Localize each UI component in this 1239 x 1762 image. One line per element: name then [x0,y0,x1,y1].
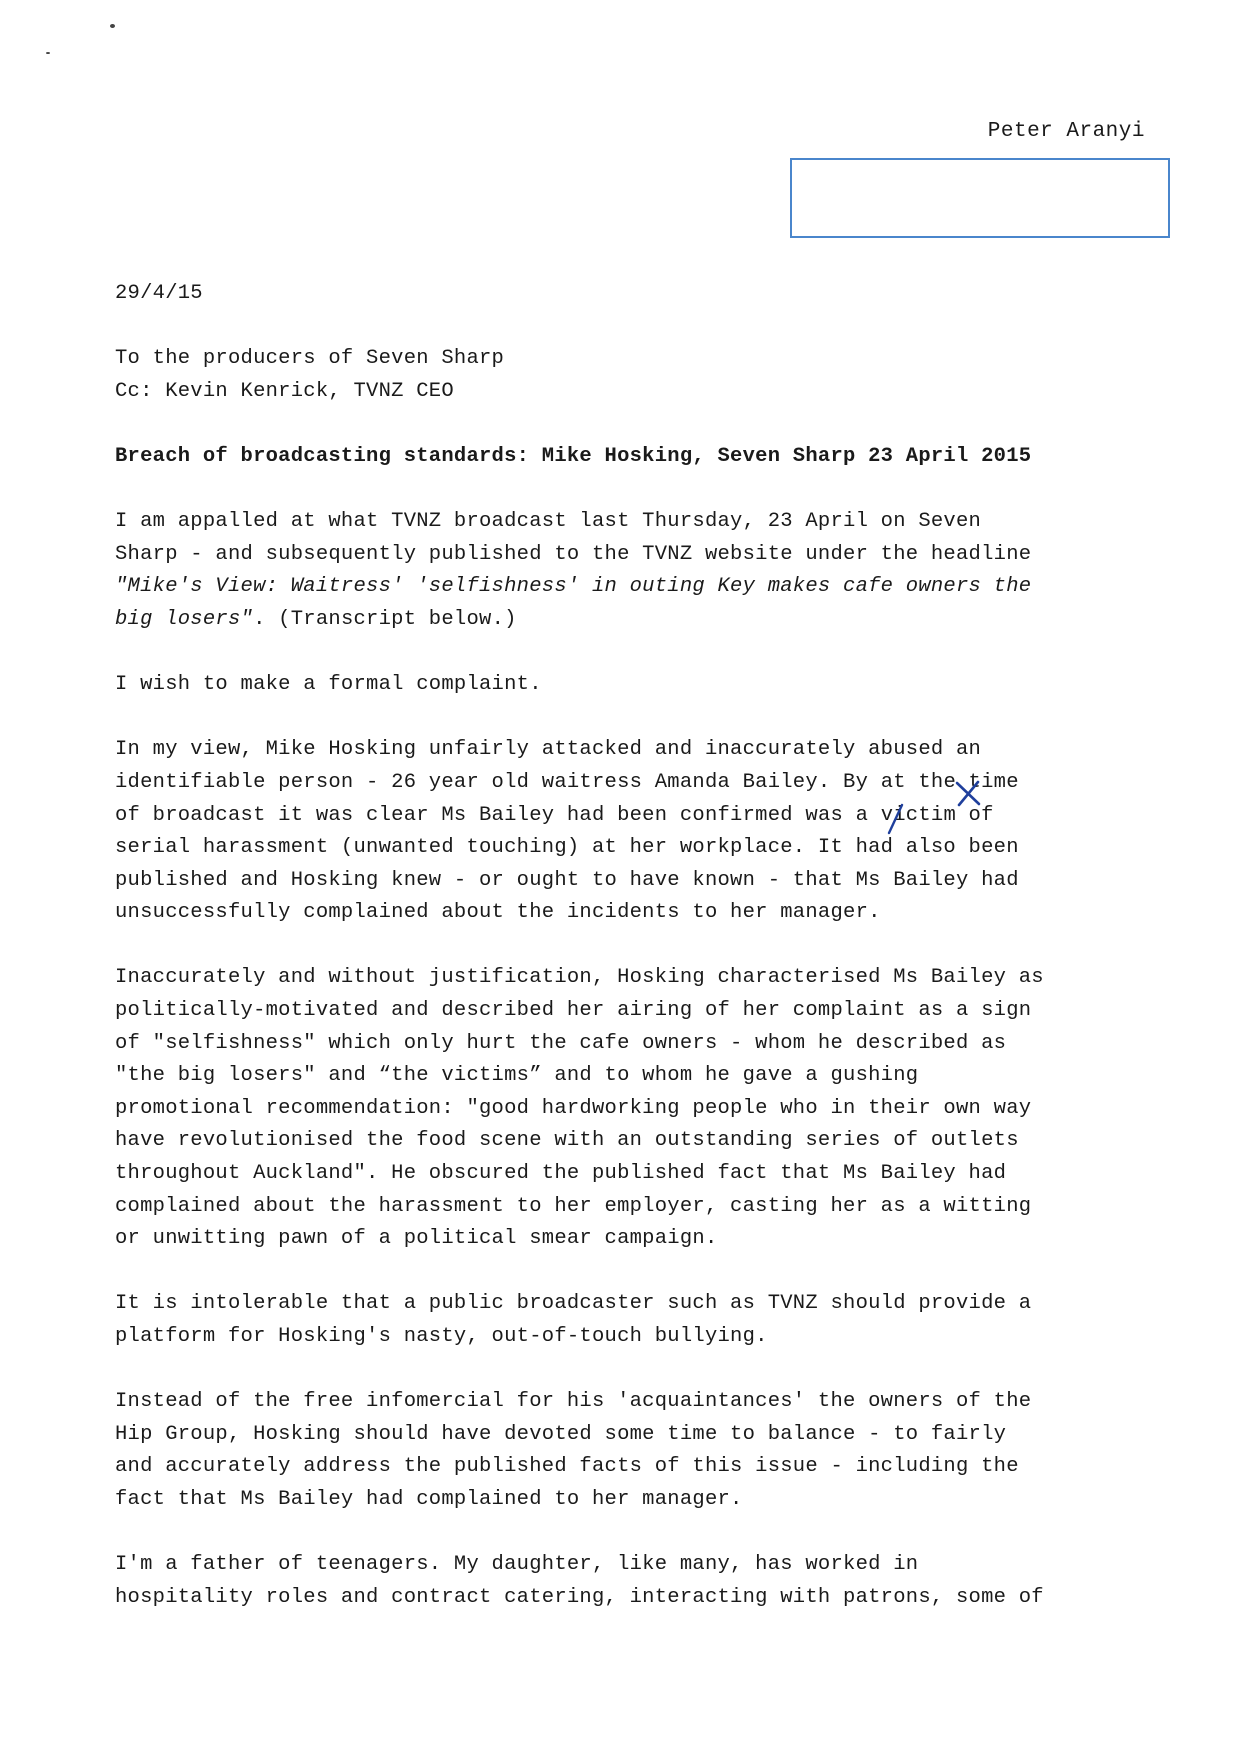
paragraph-2 [115,669,1145,702]
text-line: Sharp - and subsequently published to the TVNZ website under the headline [115,542,1032,566]
scan-speck [110,24,115,28]
paragraph-7 [115,1549,1145,1614]
struck-letter: w [805,803,818,827]
pen-strike-cross [953,778,983,808]
letter-body [115,278,1145,1647]
text-line: have revolutionised the food scene with an outstanding series of outlets [115,1129,1019,1153]
text-line: platform for Hosking's nasty, out-of-touch bullying. [115,1325,768,1348]
recipient-cc: Cc: Kevin Kenrick, TVNZ CEO [115,379,454,403]
struck-word: at [880,770,906,794]
scan-speck [46,52,50,54]
text-fragment: the time [905,770,1019,794]
text-line: Hip Group, Hosking should have devoted some time to balance - to fairly [115,1422,1007,1446]
redacted-address-box [790,158,1170,238]
subject-line: Breach of broadcasting standards: Mike Hosking, Seven Sharp 23 April 2015 [115,444,1032,468]
text-line: or unwitting pawn of a political smear campaign. [115,1227,718,1251]
text-line: fact that Ms Bailey had complained to her manager. [115,1487,743,1511]
text-line: throughout Auckland". He obscured the published fact that Ms Bailey had [115,1162,1007,1186]
text-line: politically-motivated and described her airing of her complaint as a sign [115,999,1032,1023]
text-line: complained about the harassment to her employer, casting her as a witting [115,1194,1032,1218]
text-fragment: . (Transcript below.) [253,607,517,631]
text-line: "the big losers" and “the victims” and to whom he gave a gushing [115,1064,919,1088]
text-line: It is intolerable that a public broadcaster such as TVNZ should provide a [115,1292,1032,1316]
text-line: serial harassment (unwanted touching) at her workplace. It had also been [115,836,1019,860]
recipients [115,343,1145,408]
paragraph-4 [115,962,1145,1255]
text-line: published and Hosking knew - or ought to have known - that Ms Bailey had [115,868,1019,892]
headline-quote: "Mike's View: Waitress' 'selfishness' in outing Key makes cafe owners the [115,575,1032,599]
text-line: of "selfishness" which only hurt the cafe owners - whom he described as [115,1031,1007,1055]
text-line: unsuccessfully complained about the incidents to her manager. [115,901,881,925]
text-line: promotional recommendation: "good hardworking people who in their own way [115,1096,1032,1120]
text-line: Instead of the free infomercial for his 'acquaintances' the owners of the [115,1390,1032,1414]
paragraph-6 [115,1386,1145,1516]
text-fragment: identifiable person - 26 year old waitress Amanda Bailey. By [115,770,881,794]
letter-date: 29/4/15 [115,282,203,305]
headline-quote-end: big losers" [115,607,254,631]
paragraph-1 [115,506,1145,636]
paragraph-3 [115,734,1145,930]
text-line: I wish to make a formal complaint. [115,673,542,697]
text-line: hospitality roles and contract catering, interacting with patrons, some of [115,1585,1044,1609]
text-fragment: as a victim of [817,803,994,827]
text-line: I'm a father of teenagers. My daughter, like many, has worked in [115,1553,919,1577]
sender-name: Peter Aranyi [987,120,1145,143]
text-line: I am appalled at what TVNZ broadcast last Thursday, 23 April on Seven [115,510,982,534]
text-line: In my view, Mike Hosking unfairly attacked and inaccurately abused an [115,738,982,762]
pen-strike-slash [883,802,907,836]
text-fragment: of broadcast it was clear Ms Bailey had been confirmed [115,803,806,827]
text-line: and accurately address the published facts of this issue - including the [115,1455,1019,1479]
text-line: Inaccurately and without justification, Hosking characterised Ms Bailey as [115,966,1044,990]
paragraph-5 [115,1288,1145,1353]
recipient-to: To the producers of Seven Sharp [115,347,505,371]
